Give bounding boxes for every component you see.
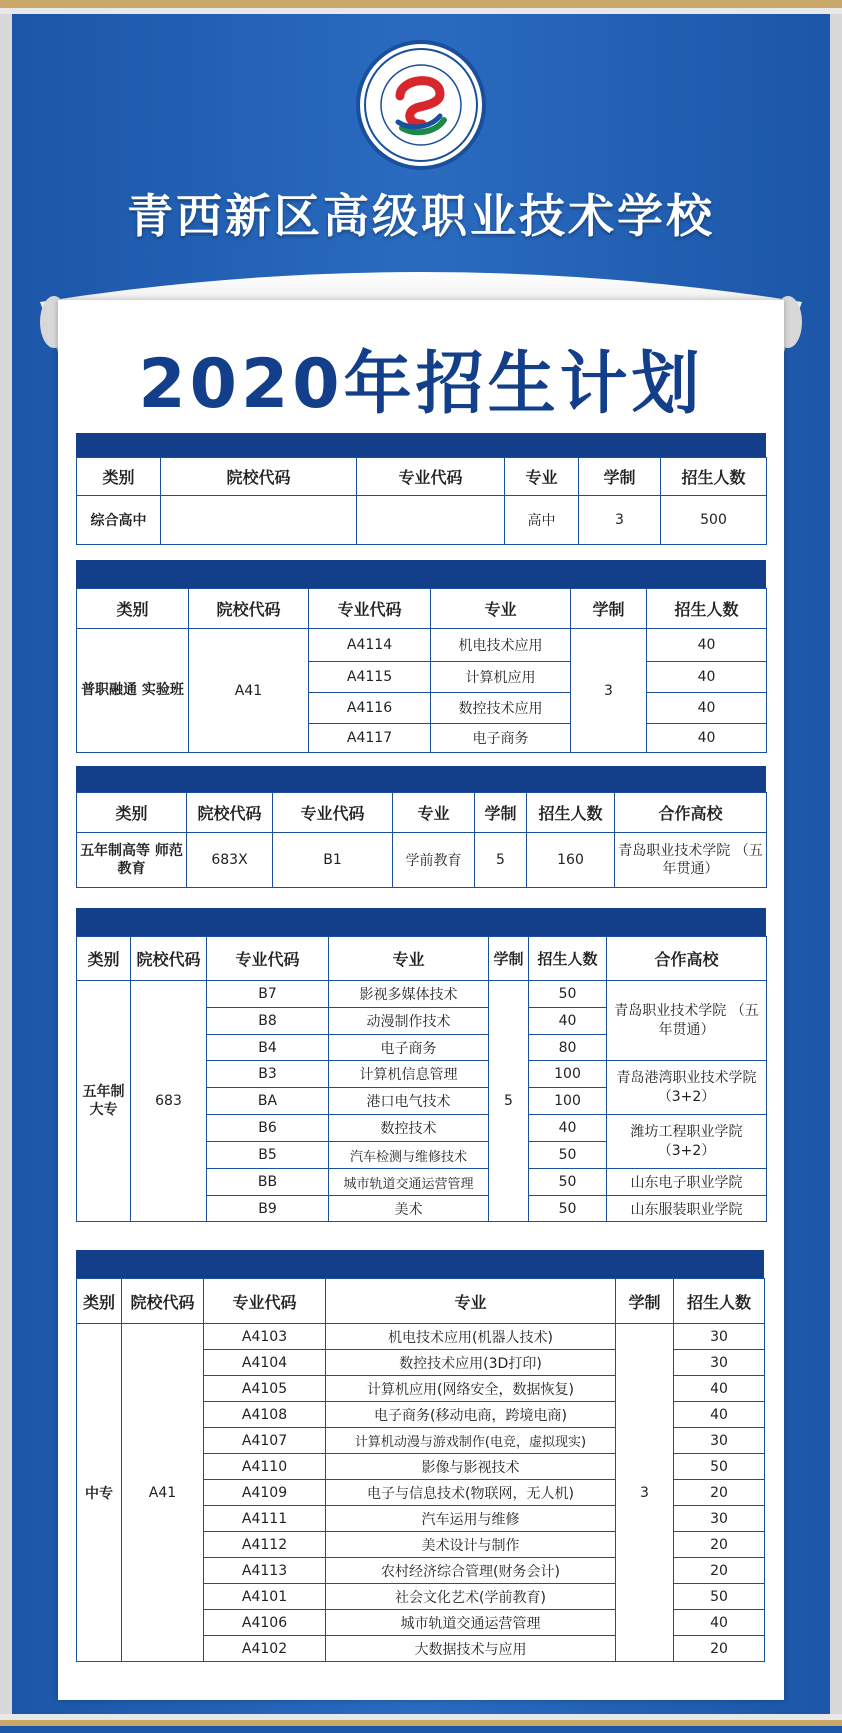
header-cell: 招生人数 (527, 793, 615, 833)
count-cell: 40 (647, 693, 767, 724)
major-cell: 计算机应用(网络安全，数据恢复) (326, 1376, 616, 1402)
count-cell: 30 (674, 1428, 765, 1454)
major-code-cell: B8 (207, 1008, 329, 1035)
years-cell: 5 (489, 981, 529, 1222)
header-cell: 合作高校 (607, 937, 767, 981)
header-cell: 类别 (77, 1279, 122, 1324)
header-cell: 类别 (77, 589, 189, 629)
major-cell: 城市轨道交通运营管理 (326, 1610, 616, 1636)
category-cell: 综合高中 (77, 496, 161, 545)
category-cell: 普职融通 实验班 (77, 629, 189, 753)
count-cell: 40 (647, 662, 767, 693)
major-cell: 高中 (505, 496, 579, 545)
major-code-cell: A4104 (204, 1350, 326, 1376)
category-cell: 五年制 大专 (77, 981, 131, 1222)
table3-header-bar (76, 766, 766, 792)
major-cell: 汽车检测与维修技术 (329, 1142, 489, 1169)
school-code-cell (161, 496, 357, 545)
major-cell: 机电技术应用 (431, 629, 571, 662)
major-code-cell: A4114 (309, 629, 431, 662)
header-cell: 类别 (77, 458, 161, 496)
count-cell: 30 (674, 1506, 765, 1532)
years-cell: 3 (616, 1324, 674, 1662)
major-cell: 动漫制作技术 (329, 1008, 489, 1035)
count-cell: 50 (529, 1169, 607, 1196)
major-code-cell: A4105 (204, 1376, 326, 1402)
header-cell: 院校代码 (189, 589, 309, 629)
major-code-cell: A4113 (204, 1558, 326, 1584)
header-cell: 学制 (475, 793, 527, 833)
major-code-cell: BB (207, 1169, 329, 1196)
header-cell: 学制 (571, 589, 647, 629)
major-cell: 港口电气技术 (329, 1088, 489, 1115)
category-cell: 中专 (77, 1324, 122, 1662)
years-cell: 5 (475, 833, 527, 888)
count-cell: 40 (674, 1610, 765, 1636)
major-cell: 电子商务 (431, 724, 571, 753)
header-cell: 院校代码 (131, 937, 207, 981)
header-cell: 专业代码 (309, 589, 431, 629)
count-cell: 50 (674, 1454, 765, 1480)
partner-cell: 青岛职业技术学院 （五年贯通） (607, 981, 767, 1061)
header-cell: 学制 (579, 458, 661, 496)
partner-cell: 山东服装职业学院 (607, 1196, 767, 1222)
major-code-cell: A4117 (309, 724, 431, 753)
count-cell: 50 (674, 1584, 765, 1610)
count-cell: 40 (529, 1008, 607, 1035)
header-cell: 专业代码 (204, 1279, 326, 1324)
count-cell: 30 (674, 1324, 765, 1350)
header-cell: 专业 (431, 589, 571, 629)
major-cell: 数控技术应用 (431, 693, 571, 724)
header-cell: 类别 (77, 937, 131, 981)
header-cell: 学制 (616, 1279, 674, 1324)
school-logo (356, 40, 486, 170)
major-code-cell: A4106 (204, 1610, 326, 1636)
count-cell: 40 (647, 724, 767, 753)
header-cell: 招生人数 (529, 937, 607, 981)
school-code-cell: 683X (187, 833, 273, 888)
major-code-cell: A4101 (204, 1584, 326, 1610)
school-code-cell: A41 (122, 1324, 204, 1662)
table4-header-bar (76, 908, 766, 936)
major-code-cell: A4110 (204, 1454, 326, 1480)
major-cell: 数控技术 (329, 1115, 489, 1142)
header-cell: 专业 (505, 458, 579, 496)
count-cell: 40 (529, 1115, 607, 1142)
table2-header-bar (76, 560, 766, 588)
major-cell: 农村经济综合管理(财务会计) (326, 1558, 616, 1584)
major-code-cell: B1 (273, 833, 393, 888)
header-cell: 专业 (329, 937, 489, 981)
count-cell: 40 (674, 1376, 765, 1402)
major-code-cell: A4111 (204, 1506, 326, 1532)
count-cell: 30 (674, 1350, 765, 1376)
count-cell: 100 (529, 1088, 607, 1115)
table-five-year-normal (76, 792, 767, 888)
header-cell: 专业代码 (207, 937, 329, 981)
header-cell: 招生人数 (647, 589, 767, 629)
major-cell: 影像与影视技术 (326, 1454, 616, 1480)
header-cell: 招生人数 (674, 1279, 765, 1324)
top-gold-stripe (0, 0, 842, 8)
count-cell: 20 (674, 1636, 765, 1662)
major-cell: 影视多媒体技术 (329, 981, 489, 1008)
table5-header-bar (76, 1250, 764, 1278)
major-code-cell: B7 (207, 981, 329, 1008)
header-cell: 招生人数 (661, 458, 767, 496)
major-cell: 美术设计与制作 (326, 1532, 616, 1558)
major-cell: 电子商务 (329, 1035, 489, 1061)
major-cell: 学前教育 (393, 833, 475, 888)
partner-cell: 潍坊工程职业学院 （3+2） (607, 1115, 767, 1169)
header-cell: 学制 (489, 937, 529, 981)
years-cell: 3 (571, 629, 647, 753)
major-code-cell: BA (207, 1088, 329, 1115)
category-cell: 五年制高等 师范教育 (77, 833, 187, 888)
count-cell: 40 (674, 1402, 765, 1428)
count-cell: 40 (647, 629, 767, 662)
years-cell: 3 (579, 496, 661, 545)
major-code-cell (357, 496, 505, 545)
major-cell: 数控技术应用(3D打印) (326, 1350, 616, 1376)
table-five-year-college (76, 936, 767, 1222)
major-cell: 汽车运用与维修 (326, 1506, 616, 1532)
major-cell: 计算机信息管理 (329, 1061, 489, 1088)
count-cell: 20 (674, 1480, 765, 1506)
major-cell: 城市轨道交通运营管理 (329, 1169, 489, 1196)
major-cell: 电子商务(移动电商，跨境电商) (326, 1402, 616, 1428)
major-code-cell: A4102 (204, 1636, 326, 1662)
header-cell: 专业代码 (357, 458, 505, 496)
major-code-cell: B5 (207, 1142, 329, 1169)
major-code-cell: A4108 (204, 1402, 326, 1428)
header-cell: 类别 (77, 793, 187, 833)
major-code-cell: B3 (207, 1061, 329, 1088)
count-cell: 50 (529, 1196, 607, 1222)
count-cell: 500 (661, 496, 767, 545)
header-cell: 院校代码 (161, 458, 357, 496)
major-cell: 电子与信息技术(物联网，无人机) (326, 1480, 616, 1506)
partner-cell: 青岛港湾职业技术学院 （3+2） (607, 1061, 767, 1115)
count-cell: 20 (674, 1532, 765, 1558)
major-code-cell: A4115 (309, 662, 431, 693)
header-cell: 专业 (393, 793, 475, 833)
major-cell: 计算机应用 (431, 662, 571, 693)
major-cell: 社会文化艺术(学前教育) (326, 1584, 616, 1610)
bottom-stripes (0, 1714, 842, 1733)
header-cell: 院校代码 (122, 1279, 204, 1324)
major-code-cell: A4107 (204, 1428, 326, 1454)
header-cell: 院校代码 (187, 793, 273, 833)
major-cell: 美术 (329, 1196, 489, 1222)
header-cell: 合作高校 (615, 793, 767, 833)
count-cell: 160 (527, 833, 615, 888)
major-code-cell: A4103 (204, 1324, 326, 1350)
header-cell: 专业 (326, 1279, 616, 1324)
count-cell: 20 (674, 1558, 765, 1584)
major-code-cell: A4109 (204, 1480, 326, 1506)
count-cell: 50 (529, 1142, 607, 1169)
major-code-cell: B9 (207, 1196, 329, 1222)
major-code-cell: B4 (207, 1035, 329, 1061)
major-code-cell: B6 (207, 1115, 329, 1142)
school-code-cell: A41 (189, 629, 309, 753)
count-cell: 50 (529, 981, 607, 1008)
table-secondary-vocational (76, 1278, 765, 1662)
school-logo-graphic (360, 44, 482, 166)
major-code-cell: A4112 (204, 1532, 326, 1558)
table-comprehensive-highschool (76, 457, 767, 545)
major-cell: 机电技术应用(机器人技术) (326, 1324, 616, 1350)
count-cell: 80 (529, 1035, 607, 1061)
major-cell: 计算机动漫与游戏制作(电竞，虚拟现实) (326, 1428, 616, 1454)
major-code-cell: A4116 (309, 693, 431, 724)
school-code-cell: 683 (131, 981, 207, 1222)
school-name: 青西新区高级职业技术学校 (127, 189, 715, 243)
header-cell: 专业代码 (273, 793, 393, 833)
count-cell: 100 (529, 1061, 607, 1088)
table1-header-bar (76, 433, 766, 457)
partner-cell: 山东电子职业学院 (607, 1169, 767, 1196)
partner-cell: 青岛职业技术学院 （五年贯通） (615, 833, 767, 888)
major-cell: 大数据技术与应用 (326, 1636, 616, 1662)
table-general-vocational (76, 588, 767, 753)
plan-title: 2020年招生计划 (138, 345, 704, 424)
